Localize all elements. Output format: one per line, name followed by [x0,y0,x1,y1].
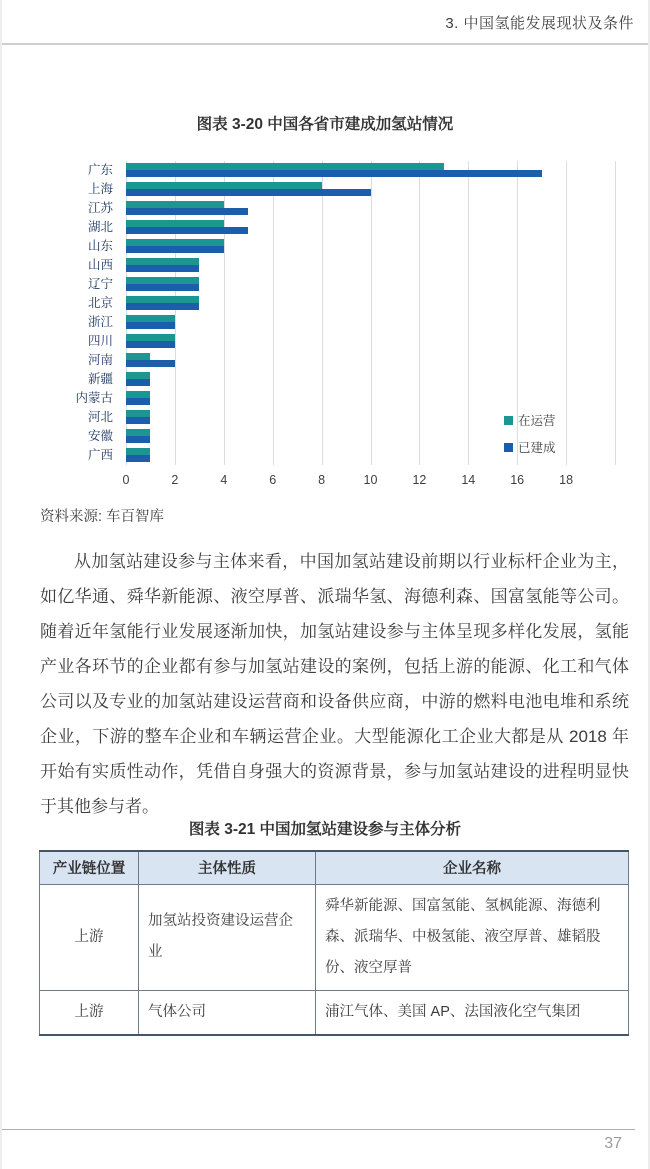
table-cell-companies: 舜华新能源、国富氢能、氢枫能源、海德利森、派瑞华、中极氢能、液空厚普、雄韬股份、液空厚普 [316,884,629,990]
legend-item [504,411,556,429]
x-axis-tick-label: 0 [122,473,130,487]
table-cell-position: 上游 [40,884,139,990]
y-axis-label: 河北 [87,410,113,424]
y-axis-label: 安徽 [87,429,113,443]
y-axis-label: 山东 [87,239,113,253]
table-header-chain-position: 产业链位置 [40,851,139,884]
y-axis-label: 广西 [87,448,113,462]
x-axis-tick-label: 18 [559,473,574,487]
bar-在运营 [126,315,175,322]
x-axis-tick-label: 10 [363,473,378,487]
bar-已建成 [126,322,175,329]
hydrogen-stations-bar-chart [2,161,650,491]
y-axis-label: 新疆 [87,372,113,386]
bar-已建成 [126,398,150,405]
bar-已建成 [126,208,248,215]
x-axis-tick-label: 2 [171,473,179,487]
bar-在运营 [126,410,150,417]
legend-item [504,438,556,456]
page-number: 37 [604,1135,622,1152]
y-axis-label: 四川 [87,334,113,348]
y-axis-label: 河南 [87,353,113,367]
footer-divider [2,1129,635,1130]
chart-source-note: 资料来源: 车百智库 [40,509,165,525]
table-cell-nature: 加氢站投资建设运营企业 [139,884,316,990]
y-axis-label: 山西 [87,258,113,272]
bar-已建成 [126,246,224,253]
bar-group [126,332,615,351]
bar-已建成 [126,379,150,386]
bar-group [126,180,615,199]
bar-group [126,218,615,237]
bar-已建成 [126,341,175,348]
bar-在运营 [126,448,150,455]
bar-在运营 [126,429,150,436]
bar-已建成 [126,170,542,177]
y-axis-label: 北京 [87,296,113,310]
bar-已建成 [126,455,150,462]
bar-已建成 [126,227,248,234]
x-axis-tick-label: 14 [461,473,476,487]
bar-group [126,237,615,256]
legend-swatch [504,416,513,425]
bar-在运营 [126,334,175,341]
chart-plot-area [126,161,615,465]
gridline [615,161,616,465]
y-axis-label: 广东 [87,163,113,177]
bar-在运营 [126,163,444,170]
bar-已建成 [126,360,175,367]
table-header-row [40,851,629,884]
chart-legend [504,411,556,465]
bar-已建成 [126,436,150,443]
bar-在运营 [126,391,150,398]
table-cell-position: 上游 [40,990,139,1035]
x-axis-tick-label: 16 [510,473,525,487]
bar-已建成 [126,284,199,291]
bar-在运营 [126,201,224,208]
bar-在运营 [126,277,199,284]
bar-group [126,161,615,180]
bar-group [126,389,615,408]
bar-在运营 [126,353,150,360]
bar-在运营 [126,182,322,189]
bar-在运营 [126,220,224,227]
bar-在运营 [126,239,224,246]
bar-group [126,351,615,370]
bar-在运营 [126,296,199,303]
bar-已建成 [126,417,150,424]
x-axis-tick-label: 6 [269,473,277,487]
header-divider [2,43,650,45]
participants-table [39,850,629,1036]
bar-group [126,370,615,389]
table-cell-companies: 浦江气体、美国 AP、法国液化空气集团 [316,990,629,1035]
chart-y-axis-labels [2,161,120,465]
bar-已建成 [126,303,199,310]
table-row [40,884,629,990]
chart-x-axis-labels [122,473,615,493]
y-axis-label: 江苏 [87,201,113,215]
bar-group [126,275,615,294]
table-row [40,990,629,1035]
y-axis-label: 上海 [87,182,113,196]
table-cell-nature: 气体公司 [139,990,316,1035]
table-title: 图表 3-21 中国加氢站建设参与主体分析 [188,821,462,838]
bar-在运营 [126,258,199,265]
x-axis-tick-label: 4 [220,473,228,487]
document-header-title: 3. 中国氢能发展现状及条件 [445,15,634,32]
y-axis-label: 浙江 [87,315,113,329]
bar-已建成 [126,189,371,196]
bar-group [126,294,615,313]
bar-已建成 [126,265,199,272]
x-axis-tick-label: 12 [412,473,427,487]
legend-label: 已建成 [518,441,556,455]
bar-在运营 [126,372,150,379]
x-axis-tick-label: 8 [318,473,326,487]
chart-title: 图表 3-20 中国各省市建成加氢站情况 [196,116,454,133]
table-header-subject-nature: 主体性质 [139,851,316,884]
body-paragraph: 从加氢站建设参与主体来看，中国加氢站建设前期以行业标杆企业为主，如亿华通、舜华新能源、液空厚普、派瑞华氢、海德利森、国富氢能等公司。随着近年氢能行业发展逐渐加快，加氢站建设参与主体呈现多样化发展，氢能产业各环节的企业都有参与加氢站建设的案例，包括上游的能源、化工和气体公司以及专业的加氢站建设运营商和设备供应商，中游的燃料电池电堆和系统企业，下游的整车企业和车辆运营企业。大型能源化工企业大都是从 2018 年开始有实质性动作，凭借自身强大的资源背景，参与加氢站建设的进程明显快于其他参与者。 [40,552,629,816]
legend-swatch [504,443,513,452]
bar-group [126,313,615,332]
table-header-company-name: 企业名称 [316,851,629,884]
y-axis-label: 内蒙古 [75,391,113,405]
y-axis-label: 辽宁 [87,277,113,291]
bar-group [126,199,615,218]
y-axis-label: 湖北 [87,220,113,234]
legend-label: 在运营 [518,414,556,428]
bar-group [126,256,615,275]
